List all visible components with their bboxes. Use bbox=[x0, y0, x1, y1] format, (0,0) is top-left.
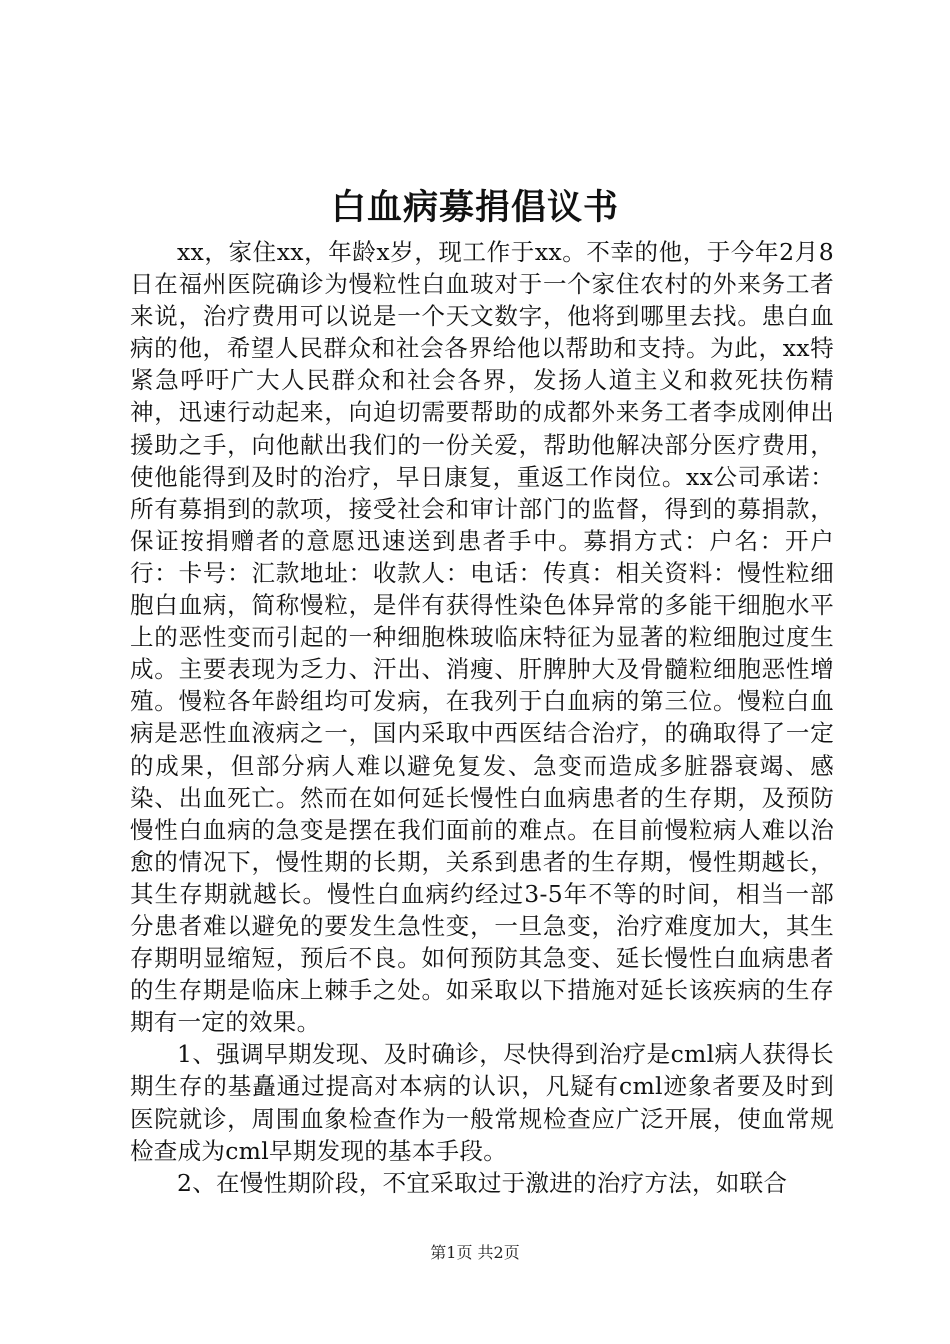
paragraph-item-2: 2、在慢性期阶段，不宜采取过于激进的治疗方法，如联合 bbox=[177, 1168, 788, 1197]
paragraph-intro: xx，家住xx，年龄x岁，现工作于xx。不幸的他，于今年2月8日在福州医院确诊为慢粒性白血玻对于一个家住农村的外来务工者来说，治疗费用可以说是一个天文数字，他将到哪里去找。患白血病的他，希望人民群众和社会各界给他以帮助和支持。为此，xx特紧急呼吁广大人民群众和社会各界，发扬人道主义和救死扶伤精神，迅速行动起来，向迫切需要帮助的成都外来务工者李成刚伸出援助之手，向他献出我们的一份关爱，帮助他解决部分医疗费用，使他能得到及时的治疗，早日康复，重返工作岗位。xx公司承诺：所有募捐到的款项，接受社会和审计部门的监督，得到的募捐款，保证按捐赠者的意愿迅速送到患者手中。募捐方式：户名：开户行：卡号：汇款地址：收款人：电话：传真：相关资料：慢性粒细胞白血病，简称慢粒，是伴有获得性染色体异常的多能干细胞水平上的恶性变而引起的一种细胞株玻临床特征为显著的粒细胞过度生成。主要表现为乏力、汗出、消瘦、肝脾肿大及骨髓粒细胞恶性增殖。慢粒各年龄组均可发病，在我列于白血病的第三位。慢粒白血病是恶性血液病之一，国内采取中西医结合治疗，的确取得了一定的成果，但部分病人难以避免复发、急变而造成多脏器衰竭、感染、出血死亡。然而在如何延长慢性白血病患者的生存期，及预防慢性白血病的急变是摆在我们面前的难点。在目前慢粒病人难以治愈的情况下，慢性期的长期，关系到患者的生存期，慢性期越长，其生存期就越长。慢性白血病约经过3-5年不等的时间，相当一部分患者难以避免的要发生急性变，一旦急变，治疗难度加大，其生存期明显缩短，预后不良。如何预防其急变、延长慢性白血病患者的生存期是临床上棘手之处。如采取以下措施对延长该疾病的生存期有一定的效果。 bbox=[130, 238, 834, 1037]
document-title: 白血病募捐倡议书 bbox=[330, 187, 619, 228]
document-body bbox=[130, 236, 834, 1199]
paragraph-item-1: 1、强调早期发现、及时确诊，尽快得到治疗是cml病人获得长期生存的基矗通过提高对本病的认识，凡疑有cml迹象者要及时到医院就诊，周围血象检查作为一般常规检查应广泛开展，使血常规检查成为cml早期发现的基本手段。 bbox=[130, 1040, 834, 1165]
page-number-footer: 第1页 共2页 bbox=[430, 1243, 520, 1262]
